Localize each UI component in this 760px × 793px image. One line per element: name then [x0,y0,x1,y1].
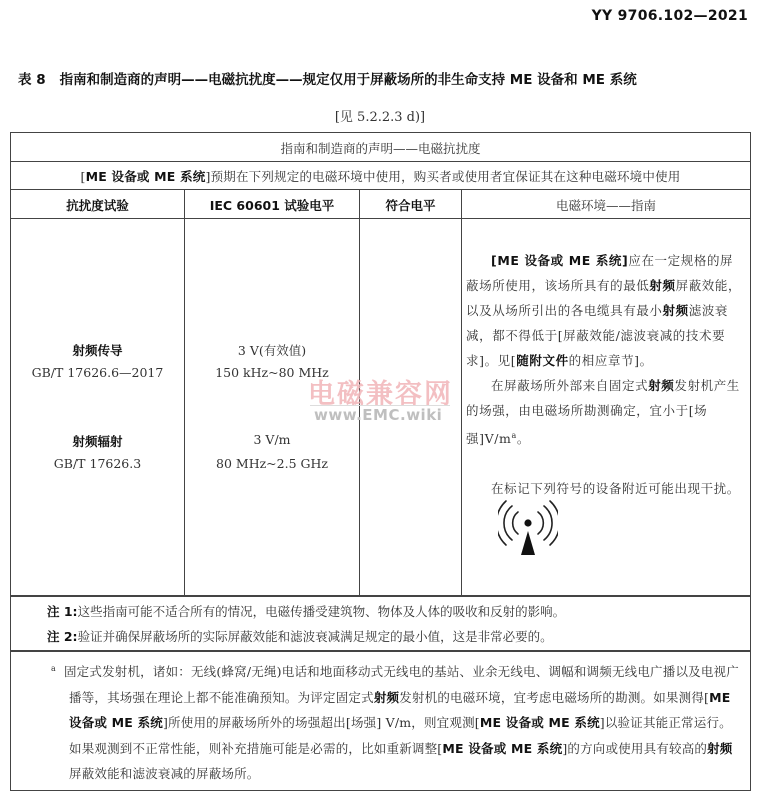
guidance-paragraph-3: 在标记下列符号的设备附近可能出现干扰。 [491,481,740,497]
note-text: 这些指南可能不适合所有的情况，电磁传播受建筑物、物体及人体的吸收和反射的影响。 [77,604,566,619]
row-divider [11,218,750,219]
watermark-logo-text: 电磁兼容网 [308,379,453,410]
environment-guidance [466,248,746,501]
standard-number: YY 9706.102—2021 [591,8,748,24]
rf-term: 射频 [373,689,400,705]
column-header-compliance-level: 符合电平 [385,198,436,213]
note-1 [47,599,740,624]
row-divider [11,595,750,597]
column-divider [461,189,462,595]
column-header-test-level: IEC 60601 试验电平 [209,198,335,213]
me-system-term: ME 设备或 ME 系统 [479,715,600,731]
intro-text: 预期在下列规定的电磁环境中使用，购买者或使用者宜保证其在这种电磁环境中使用 [210,169,681,184]
watermark-url: www.EMC.wiki [314,406,443,424]
rf-term: 射频 [662,303,689,318]
footnote-text: 发射机的电磁环境，宜考虑电磁场所的勘测。如果测得[ [399,689,710,705]
column-header-immunity-test: 抗扰度试验 [66,198,129,213]
rf-term: 射频 [649,278,676,293]
guidance-text: 。 [516,431,530,447]
column-header-environment-guidance: 电磁环境——指南 [555,198,656,213]
guidance-text: 应在一定规格的屏蔽场所使用，该场所具有的最低 [466,253,734,293]
row-conducted-rf-test: 射频传导 [72,343,123,358]
accompanying-documents-term: 随附文件 [516,353,569,368]
table-banner: 指南和制造商的声明——电磁抗扰度 [280,141,481,156]
clause-reference: [见 5.2.2.3 d)] [334,110,426,125]
row-conducted-rf-level: 3 V(有效值) [237,343,307,358]
guidance-text: 屏蔽效能，以及从场所引出的各电缆具有最小 [466,278,742,318]
note-label: 注 1: [47,604,78,619]
footnote-text: ]所使用的屏蔽场所外的场强超出[场强] V/m，则宜观测[ [162,715,480,731]
note-label: 注 2: [47,629,78,644]
rf-term: 射频 [707,740,733,756]
guidance-text: 滤波衰减，都不得低于[屏蔽效能/滤波衰减的技术要求]。见[ [466,303,729,368]
footnote-marker[interactable]: a [511,431,517,440]
row-divider [11,650,750,652]
guidance-paragraph-2 [466,373,746,451]
me-system-term: [ME 设备或 ME 系统] [491,253,629,268]
footnote-a [51,656,740,787]
guidance-text: 在屏蔽场所外部来自固定式 [491,378,649,393]
table-title: 指南和制造商的声明——电磁抗扰度——规定仅用于屏蔽场所的非生命支持 ME 设备和 ME 系统 [59,72,637,88]
guidance-text: 发射机产生的场强，由电磁场所勘测确定，宜小于[场强]V/m [466,378,740,447]
bracket: ] [205,169,211,184]
emc-immunity-table [10,132,751,791]
footnote-text: ]的方向或使用具有较高的 [562,740,708,756]
me-system-term: ME 设备或 ME 系统 [85,169,206,184]
me-system-term: ME 设备或 ME 系统 [442,740,563,756]
table-number: 表 8 [18,72,46,88]
footnote-marker: a [51,664,56,673]
me-system-term: ME 设备或 ME 系统 [69,689,731,731]
column-divider [184,189,185,595]
note-2 [47,624,740,649]
row-radiated-rf-level: 3 V/m [253,432,291,447]
footnote-text: 屏蔽效能和滤波衰减的屏蔽场所。 [69,766,260,782]
row-divider [11,189,750,190]
non-ionizing-radiation-icon [498,500,558,560]
bracket: [ [80,169,86,184]
rf-term: 射频 [648,378,675,393]
row-radiated-rf-test: 射频辐射 [72,434,123,449]
row-divider [11,161,750,162]
footnote-text: ]以验证其能正常运行。如果观测到不正常性能，则补充措施可能是必需的，比如重新调整[ [69,715,732,756]
table-caption [18,68,758,88]
footnote-text: 固定式发射机，诸如：无线(蜂窝/无绳)电话和地面移动式无线电的基站、业余无线电、调幅和调频无线电广播以及电视广播等，其场强在理论上都不能准确预知。为评定固定式 [63,664,739,705]
guidance-text: 的相应章节]。 [568,353,653,368]
note-text: 验证并确保屏蔽场所的实际屏蔽效能和滤波衰减满足规定的最小值，这是非常必要的。 [77,629,553,644]
guidance-paragraph-1 [466,248,746,373]
row-radiated-rf-range: 80 MHz~2.5 GHz [216,456,328,471]
notes-section [47,599,740,649]
row-conducted-rf-standard: GB/T 17626.6—2017 [31,365,164,380]
table-intro [11,167,750,185]
row-radiated-rf-standard: GB/T 17626.3 [53,456,142,471]
row-conducted-rf-range: 150 kHz~80 MHz [215,365,329,380]
